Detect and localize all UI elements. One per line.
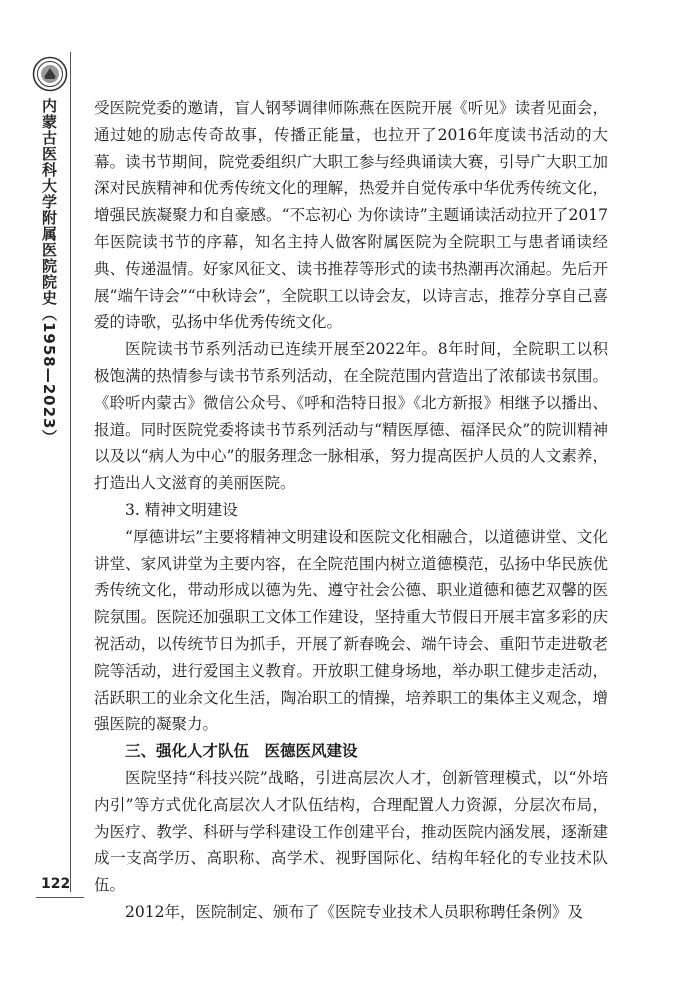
paragraph-spiritual-civilization: “厚德讲坛”主要将精神文明建设和医院文化相融合，以道德讲堂、文化讲堂、家风讲堂为主要内容，在全院范围内树立道德模范，弘扬中华民族优秀传统文化，带动形成以德为先、遵守社会公德、职业道德和德艺双馨的医院氛围。医院还加强职工文体工作建设，坚持重大节假日开展丰富多彩的庆祝活动，以传统节日为抓手，开展了新春晚会、端午诗会、重阳节走进敬老院等活动，进行爱国主义教育。开放职工健身场地，举办职工健步走活动，活跃职工的业余文化生活，陶冶职工的情操，培养职工的集体主义观念，增强医院的凝聚力。 [94,527,608,734]
page-sidebar [28,52,71,892]
section-heading-talent-team: 三、强化人才队伍 医德医风建设 [125,742,358,761]
section-heading-spiritual-civilization: 3. 精神文明建设 [125,500,238,519]
paragraph-reading-festival-summary: 医院读书节系列活动已连续开展至2022年。8年时间，全院职工以积极饱满的热情参与读书节系列活动，在全院范围内营造出了浓郁读书氛围。《聆听内蒙古》微信公众号、《呼和浩特日报》《北方新报》相继予以播出、报道。同时医院党委将读书节系列活动与“精医厚德、福泽民众”的院训精神以及以“病人为中心”的服务理念一脉相承，努力提高医护人员的人文素养，打造出人文滋育的美丽医院。 [94,340,608,493]
paragraph-title-regulations: 2012年，医院制定、颁布了《医院专业技术人员职称聘任条例》及 [125,902,583,921]
hospital-logo-icon [32,56,68,92]
page-number-rule [36,897,84,898]
page-number: 122 [41,876,71,892]
paragraph-talent-strategy: 医院坚持“科技兴院”战略，引进高层次人才，创新管理模式，以“外培内引”等方式优化高层次人才队伍结构，合理配置人力资源，分层次布局，为医疗、教学、科研与学科建设工作创建平台，推动医院内涵发展，逐渐建成一支高学历、高职称、高学术、视野国际化、结构年轻化的专业技术队伍。 [94,768,608,895]
paragraph-reading-festival-intro: 受医院党委的邀请，盲人钢琴调律师陈燕在医院开展《听见》读者见面会，通过她的励志传奇故事，传播正能量，也拉开了2016年度读书活动的大幕。读书节期间，院党委组织广大职工参与经典诵读大赛，引导广大职工加深对民族精神和优秀传统文化的理解，热爱并自觉传承中华优秀传统文化，增强民族凝聚力和自豪感。“不忘初心 为你读诗”主题诵读活动拉开了2017年医院读书节的序幕，知名主持人做客附属医院为全院职工与患者诵读经典、传递温情。好家风征文、读书推荐等形式的读书热潮再次涌起。先后开展“端午诗会”“中秋诗会”，全院职工以诗会友，以诗言志，推荐分享自己喜爱的诗歌，弘扬中华优秀传统文化。 [94,99,608,332]
main-text [94,95,608,926]
running-title: 内蒙古医科大学附属医院院史（1958—2023） [40,98,58,446]
